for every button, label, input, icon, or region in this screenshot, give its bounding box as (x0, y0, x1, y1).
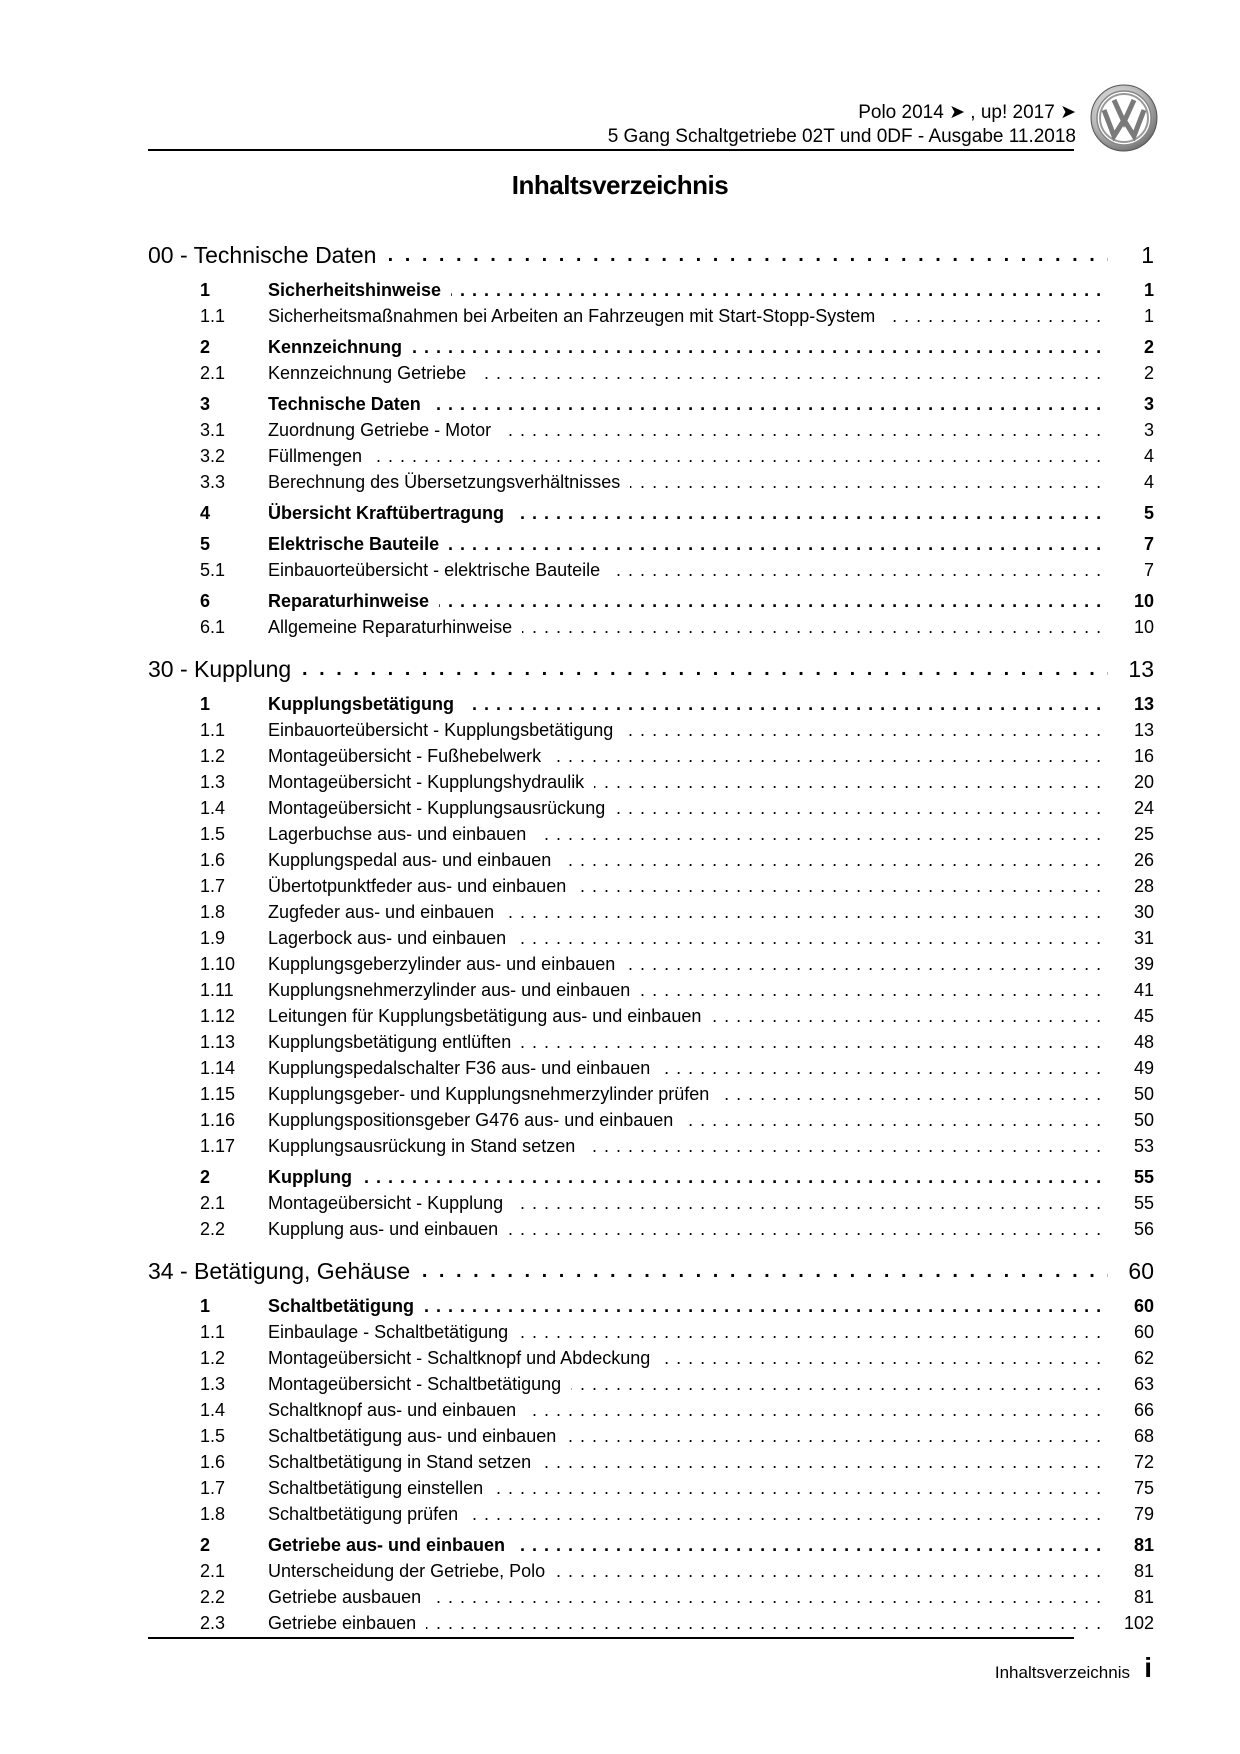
toc-subsection[interactable] (148, 1190, 1154, 1216)
toc-entry-number: 1.6 (200, 1452, 226, 1472)
toc-section[interactable] (148, 334, 1154, 360)
toc-subsection[interactable] (148, 557, 1154, 583)
toc-entry-page: 13 (1133, 720, 1154, 740)
toc-entry-page: 39 (1133, 954, 1154, 974)
toc-entry-number: 3.1 (200, 420, 226, 440)
toc-entry-page: 20 (1133, 772, 1154, 792)
toc-entry-page: 41 (1133, 980, 1154, 1000)
toc-subsection[interactable] (148, 1397, 1154, 1423)
toc-entry-number: 2 (200, 1167, 211, 1187)
toc-subsection[interactable] (148, 303, 1154, 329)
toc-entry-page: 55 (1133, 1193, 1154, 1213)
toc-entry-number: 1.1 (200, 720, 226, 740)
toc-subsection[interactable] (148, 1133, 1154, 1159)
header-model: Polo 2014 ➤ , up! 2017 ➤ (858, 102, 1076, 123)
toc-entry-title: Einbaulage - Schaltbetätigung (268, 1322, 518, 1342)
toc-entry-page: 25 (1133, 824, 1154, 844)
toc-entry-number: 1.2 (200, 746, 226, 766)
toc-entry-label (148, 652, 1108, 686)
toc-subsection[interactable] (148, 1029, 1154, 1055)
toc-subsection[interactable] (148, 1003, 1154, 1029)
toc-entry-label (268, 847, 1108, 873)
toc-entry-title: 34 - Betätigung, Gehäuse (148, 1258, 422, 1284)
toc-subsection[interactable] (148, 951, 1154, 977)
toc-entry-label (268, 1532, 1108, 1558)
toc-subsection[interactable] (148, 925, 1154, 951)
toc-entry-number: 1.12 (200, 1006, 236, 1026)
toc-entry-label (268, 1133, 1108, 1159)
toc-entry-title: Kupplungsausrückung in Stand setzen (268, 1136, 585, 1156)
toc-entry-number: 1.1 (200, 306, 226, 326)
toc-entry-label (268, 873, 1108, 899)
toc-entry-label (268, 743, 1108, 769)
toc-entry-label (268, 1558, 1108, 1584)
toc-entry-label (268, 925, 1108, 951)
toc-entry-title: Kupplungspedalschalter F36 aus- und einbauen (268, 1058, 660, 1078)
toc-entry-page: 79 (1133, 1504, 1154, 1524)
toc-entry-page: 45 (1133, 1006, 1154, 1026)
toc-chapter[interactable] (148, 652, 1154, 686)
toc-entry-number: 1.2 (200, 1348, 226, 1368)
toc-entry-number: 1.5 (200, 1426, 226, 1446)
table-of-contents (148, 238, 1154, 1636)
toc-entry-page: 63 (1133, 1374, 1154, 1394)
toc-entry-page: 68 (1133, 1426, 1154, 1446)
toc-subsection[interactable] (148, 417, 1154, 443)
toc-entry-label (268, 1584, 1108, 1610)
toc-entry-page: 4 (1143, 472, 1154, 492)
header-divider (148, 149, 1074, 151)
toc-entry-title: Kupplung (268, 1167, 362, 1187)
toc-entry-number: 1.6 (200, 850, 226, 870)
toc-entry-label (268, 1501, 1108, 1527)
toc-entry-label (268, 769, 1108, 795)
toc-entry-title: Sicherheitshinweise (268, 280, 451, 300)
toc-entry-label (268, 1423, 1108, 1449)
toc-entry-label (268, 469, 1108, 495)
toc-subsection[interactable] (148, 977, 1154, 1003)
toc-section[interactable] (148, 500, 1154, 526)
toc-entry-number: 5.1 (200, 560, 226, 580)
toc-subsection[interactable] (148, 769, 1154, 795)
toc-entry-label (268, 1397, 1108, 1423)
toc-entry-label (268, 500, 1108, 526)
toc-entry-title: Übersicht Kraftübertragung (268, 503, 514, 523)
toc-entry-title: Kennzeichnung Getriebe (268, 363, 476, 383)
toc-entry-page: 102 (1123, 1613, 1154, 1633)
toc-entry-label (268, 1610, 1108, 1636)
toc-entry-label (268, 614, 1108, 640)
toc-entry-title: Montageübersicht - Kupplung (268, 1193, 513, 1213)
toc-entry-page: 4 (1143, 446, 1154, 466)
toc-entry-page: 26 (1133, 850, 1154, 870)
toc-entry-title: Kupplung aus- und einbauen (268, 1219, 508, 1239)
toc-entry-page: 1 (1141, 242, 1154, 268)
toc-entry-title: Getriebe einbauen (268, 1613, 426, 1633)
toc-entry-title: Lagerbock aus- und einbauen (268, 928, 516, 948)
toc-entry-title: Kupplungsgeber- und Kupplungsnehmerzylinder prüfen (268, 1084, 719, 1104)
toc-entry-title: Kupplungspositionsgeber G476 aus- und einbauen (268, 1110, 683, 1130)
toc-entry-page: 81 (1133, 1561, 1154, 1581)
toc-entry-number: 1.5 (200, 824, 226, 844)
toc-entry-number: 6.1 (200, 617, 226, 637)
toc-entry-page: 7 (1143, 560, 1154, 580)
toc-entry-label (268, 1029, 1108, 1055)
toc-entry-label (268, 334, 1108, 360)
toc-entry-label (268, 691, 1108, 717)
toc-subsection[interactable] (148, 1475, 1154, 1501)
toc-subsection[interactable] (148, 614, 1154, 640)
toc-section[interactable] (148, 1164, 1154, 1190)
toc-entry-label (268, 531, 1108, 557)
toc-entry-title: Schaltbetätigung (268, 1296, 424, 1316)
toc-subsection[interactable] (148, 873, 1154, 899)
toc-entry-title: Sicherheitsmaßnahmen bei Arbeiten an Fahrzeugen mit Start-Stopp-System (268, 306, 885, 326)
toc-subsection[interactable] (148, 1345, 1154, 1371)
toc-entry-page: 53 (1133, 1136, 1154, 1156)
toc-entry-page: 31 (1133, 928, 1154, 948)
toc-subsection[interactable] (148, 1558, 1154, 1584)
toc-entry-label (268, 717, 1108, 743)
toc-chapter[interactable] (148, 238, 1154, 272)
toc-entry-number: 1.1 (200, 1322, 226, 1342)
toc-entry-number: 1.8 (200, 902, 226, 922)
toc-subsection[interactable] (148, 1055, 1154, 1081)
footer-label: Inhaltsverzeichnis (994, 1663, 1130, 1682)
page-header (148, 96, 1076, 150)
toc-entry-label (268, 1216, 1108, 1242)
toc-entry-title: Übertotpunktfeder aus- und einbauen (268, 876, 576, 896)
toc-entry-number: 1.4 (200, 798, 226, 818)
toc-subsection[interactable] (148, 469, 1154, 495)
toc-entry-label (268, 1371, 1108, 1397)
toc-entry-title: Schaltbetätigung in Stand setzen (268, 1452, 541, 1472)
toc-subsection[interactable] (148, 1449, 1154, 1475)
toc-entry-page: 48 (1133, 1032, 1154, 1052)
toc-entry-label (268, 1164, 1108, 1190)
toc-entry-number: 2.3 (200, 1613, 226, 1633)
toc-entry-page: 60 (1133, 1296, 1154, 1316)
toc-entry-title: Unterscheidung der Getriebe, Polo (268, 1561, 555, 1581)
toc-entry-page: 24 (1133, 798, 1154, 818)
toc-subsection[interactable] (148, 821, 1154, 847)
toc-entry-label (268, 1475, 1108, 1501)
toc-entry-number: 3.2 (200, 446, 226, 466)
toc-subsection[interactable] (148, 1501, 1154, 1527)
toc-entry-number: 1.11 (200, 980, 234, 1000)
toc-entry-title: Allgemeine Reparaturhinweise (268, 617, 522, 637)
toc-entry-page: 13 (1128, 656, 1154, 682)
toc-entry-title: Lagerbuchse aus- und einbauen (268, 824, 536, 844)
toc-section[interactable] (148, 691, 1154, 717)
toc-entry-number: 2.1 (200, 1193, 226, 1213)
toc-entry-title: Kupplungsgeberzylinder aus- und einbauen (268, 954, 625, 974)
toc-entry-title: Montageübersicht - Fußhebelwerk (268, 746, 551, 766)
toc-entry-title: Montageübersicht - Schaltknopf und Abdeckung (268, 1348, 660, 1368)
toc-entry-label (268, 1081, 1108, 1107)
toc-subsection[interactable] (148, 795, 1154, 821)
toc-section[interactable] (148, 531, 1154, 557)
toc-entry-label (268, 557, 1108, 583)
header-edition: 5 Gang Schaltgetriebe 02T und 0DF - Ausgabe 11.2018 (607, 126, 1076, 147)
toc-entry-title: Zugfeder aus- und einbauen (268, 902, 504, 922)
toc-entry-label (268, 303, 1108, 329)
toc-entry-label (268, 1003, 1108, 1029)
toc-entry-title: Einbauorteübersicht - Kupplungsbetätigung (268, 720, 623, 740)
toc-entry-title: Getriebe ausbauen (268, 1587, 431, 1607)
footer-divider (148, 1637, 1074, 1639)
toc-entry-page: 49 (1133, 1058, 1154, 1078)
toc-entry-page: 16 (1133, 746, 1154, 766)
toc-entry-number: 3 (200, 394, 211, 414)
toc-subsection[interactable] (148, 899, 1154, 925)
toc-entry-page: 7 (1143, 534, 1154, 554)
toc-entry-number: 1.13 (200, 1032, 236, 1052)
toc-entry-title: Kupplungsbetätigung (268, 694, 464, 714)
toc-subsection[interactable] (148, 1081, 1154, 1107)
toc-entry-page: 81 (1133, 1587, 1154, 1607)
toc-entry-title: Schaltbetätigung aus- und einbauen (268, 1426, 566, 1446)
toc-entry-page: 72 (1133, 1452, 1154, 1472)
toc-entry-number: 2 (200, 1535, 211, 1555)
toc-entry-title: Kupplungsbetätigung entlüften (268, 1032, 521, 1052)
toc-entry-label (268, 1345, 1108, 1371)
toc-entry-title: Getriebe aus- und einbauen (268, 1535, 515, 1555)
toc-entry-title: Zuordnung Getriebe - Motor (268, 420, 501, 440)
toc-entry-label (268, 1293, 1108, 1319)
toc-entry-label (268, 1107, 1108, 1133)
toc-entry-page: 60 (1133, 1322, 1154, 1342)
toc-entry-label (268, 795, 1108, 821)
toc-subsection[interactable] (148, 1371, 1154, 1397)
toc-entry-page: 30 (1133, 902, 1154, 922)
toc-entry-number: 2.1 (200, 363, 226, 383)
footer-page-number: i (1144, 1652, 1152, 1683)
toc-entry-page: 10 (1133, 617, 1154, 637)
toc-entry-number: 2.2 (200, 1587, 226, 1607)
toc-entry-page: 66 (1133, 1400, 1154, 1420)
toc-section[interactable] (148, 277, 1154, 303)
toc-entry-title: Montageübersicht - Schaltbetätigung (268, 1374, 571, 1394)
toc-entry-label (268, 1449, 1108, 1475)
toc-entry-number: 4 (200, 503, 211, 523)
toc-entry-title: 00 - Technische Daten (148, 242, 388, 268)
toc-entry-title: 30 - Kupplung (148, 656, 303, 682)
toc-subsection[interactable] (148, 1319, 1154, 1345)
toc-entry-page: 13 (1133, 694, 1154, 714)
toc-entry-title: Kupplungsnehmerzylinder aus- und einbauen (268, 980, 640, 1000)
toc-entry-title: Berechnung des Übersetzungsverhältnisses (268, 472, 630, 492)
toc-section[interactable] (148, 391, 1154, 417)
toc-entry-title: Füllmengen (268, 446, 372, 466)
toc-entry-page: 28 (1133, 876, 1154, 896)
toc-entry-number: 1.17 (200, 1136, 236, 1156)
toc-entry-page: 1 (1143, 306, 1154, 326)
toc-subsection[interactable] (148, 847, 1154, 873)
toc-entry-page: 3 (1143, 420, 1154, 440)
toc-entry-page: 62 (1133, 1348, 1154, 1368)
toc-entry-label (268, 951, 1108, 977)
toc-section[interactable] (148, 1532, 1154, 1558)
toc-entry-page: 55 (1133, 1167, 1154, 1187)
toc-entry-label (268, 277, 1108, 303)
toc-entry-title: Schaltbetätigung einstellen (268, 1478, 493, 1498)
toc-entry-label (268, 588, 1108, 614)
page-title: Inhaltsverzeichnis (511, 170, 729, 200)
toc-section[interactable] (148, 1293, 1154, 1319)
toc-subsection[interactable] (148, 1584, 1154, 1610)
toc-entry-number: 1 (200, 280, 211, 300)
toc-subsection[interactable] (148, 360, 1154, 386)
toc-entry-number: 1.9 (200, 928, 226, 948)
toc-entry-number: 1.4 (200, 1400, 226, 1420)
toc-entry-number: 5 (200, 534, 211, 554)
toc-entry-label (268, 417, 1108, 443)
toc-entry-page: 81 (1133, 1535, 1154, 1555)
toc-entry-number: 1.8 (200, 1504, 226, 1524)
toc-entry-label (268, 1319, 1108, 1345)
toc-entry-number: 1.15 (200, 1084, 236, 1104)
toc-entry-label (268, 1055, 1108, 1081)
toc-entry-label (268, 977, 1108, 1003)
toc-entry-page: 10 (1133, 591, 1154, 611)
toc-entry-number: 1.14 (200, 1058, 236, 1078)
toc-entry-title: Leitungen für Kupplungsbetätigung aus- und einbauen (268, 1006, 711, 1026)
toc-subsection[interactable] (148, 443, 1154, 469)
toc-entry-page: 2 (1143, 363, 1154, 383)
toc-entry-number: 1.16 (200, 1110, 236, 1130)
toc-entry-label (268, 443, 1108, 469)
toc-entry-label (148, 1254, 1108, 1288)
toc-entry-label (268, 360, 1108, 386)
toc-subsection[interactable] (148, 1423, 1154, 1449)
toc-entry-page: 60 (1128, 1258, 1154, 1284)
toc-entry-page: 56 (1133, 1219, 1154, 1239)
vw-logo-icon (1090, 84, 1158, 152)
toc-subsection[interactable] (148, 717, 1154, 743)
toc-chapter[interactable] (148, 1254, 1154, 1288)
toc-entry-title: Elektrische Bauteile (268, 534, 449, 554)
toc-entry-title: Schaltbetätigung prüfen (268, 1504, 468, 1524)
toc-subsection[interactable] (148, 1610, 1154, 1636)
toc-entry-title: Schaltknopf aus- und einbauen (268, 1400, 526, 1420)
toc-entry-number: 1.3 (200, 772, 226, 792)
toc-entry-number: 1.10 (200, 954, 236, 974)
toc-entry-number: 2.2 (200, 1219, 226, 1239)
toc-entry-label (268, 391, 1108, 417)
toc-entry-label (268, 1190, 1108, 1216)
toc-entry-page: 75 (1133, 1478, 1154, 1498)
toc-entry-page: 50 (1133, 1084, 1154, 1104)
toc-entry-number: 1.7 (200, 1478, 226, 1498)
toc-entry-title: Reparaturhinweise (268, 591, 439, 611)
toc-entry-number: 1 (200, 694, 211, 714)
toc-entry-number: 2 (200, 337, 211, 357)
toc-entry-label (148, 238, 1108, 272)
toc-entry-page: 1 (1143, 280, 1154, 300)
toc-entry-title: Kennzeichnung (268, 337, 412, 357)
toc-entry-number: 1.3 (200, 1374, 226, 1394)
toc-entry-title: Montageübersicht - Kupplungsausrückung (268, 798, 615, 818)
toc-entry-label (268, 899, 1108, 925)
toc-entry-number: 3.3 (200, 472, 226, 492)
toc-entry-number: 2.1 (200, 1561, 226, 1581)
toc-entry-page: 5 (1143, 503, 1154, 523)
toc-entry-title: Einbauorteübersicht - elektrische Bauteile (268, 560, 610, 580)
toc-entry-page: 3 (1143, 394, 1154, 414)
toc-subsection[interactable] (148, 1107, 1154, 1133)
toc-entry-number: 1.7 (200, 876, 226, 896)
toc-entry-title: Technische Daten (268, 394, 431, 414)
toc-entry-title: Montageübersicht - Kupplungshydraulik (268, 772, 594, 792)
toc-entry-title: Kupplungspedal aus- und einbauen (268, 850, 561, 870)
toc-entry-number: 6 (200, 591, 211, 611)
toc-entry-page: 50 (1133, 1110, 1154, 1130)
toc-section[interactable] (148, 588, 1154, 614)
toc-entry-number: 1 (200, 1296, 211, 1316)
toc-entry-label (268, 821, 1108, 847)
toc-subsection[interactable] (148, 1216, 1154, 1242)
toc-subsection[interactable] (148, 743, 1154, 769)
toc-entry-page: 2 (1143, 337, 1154, 357)
